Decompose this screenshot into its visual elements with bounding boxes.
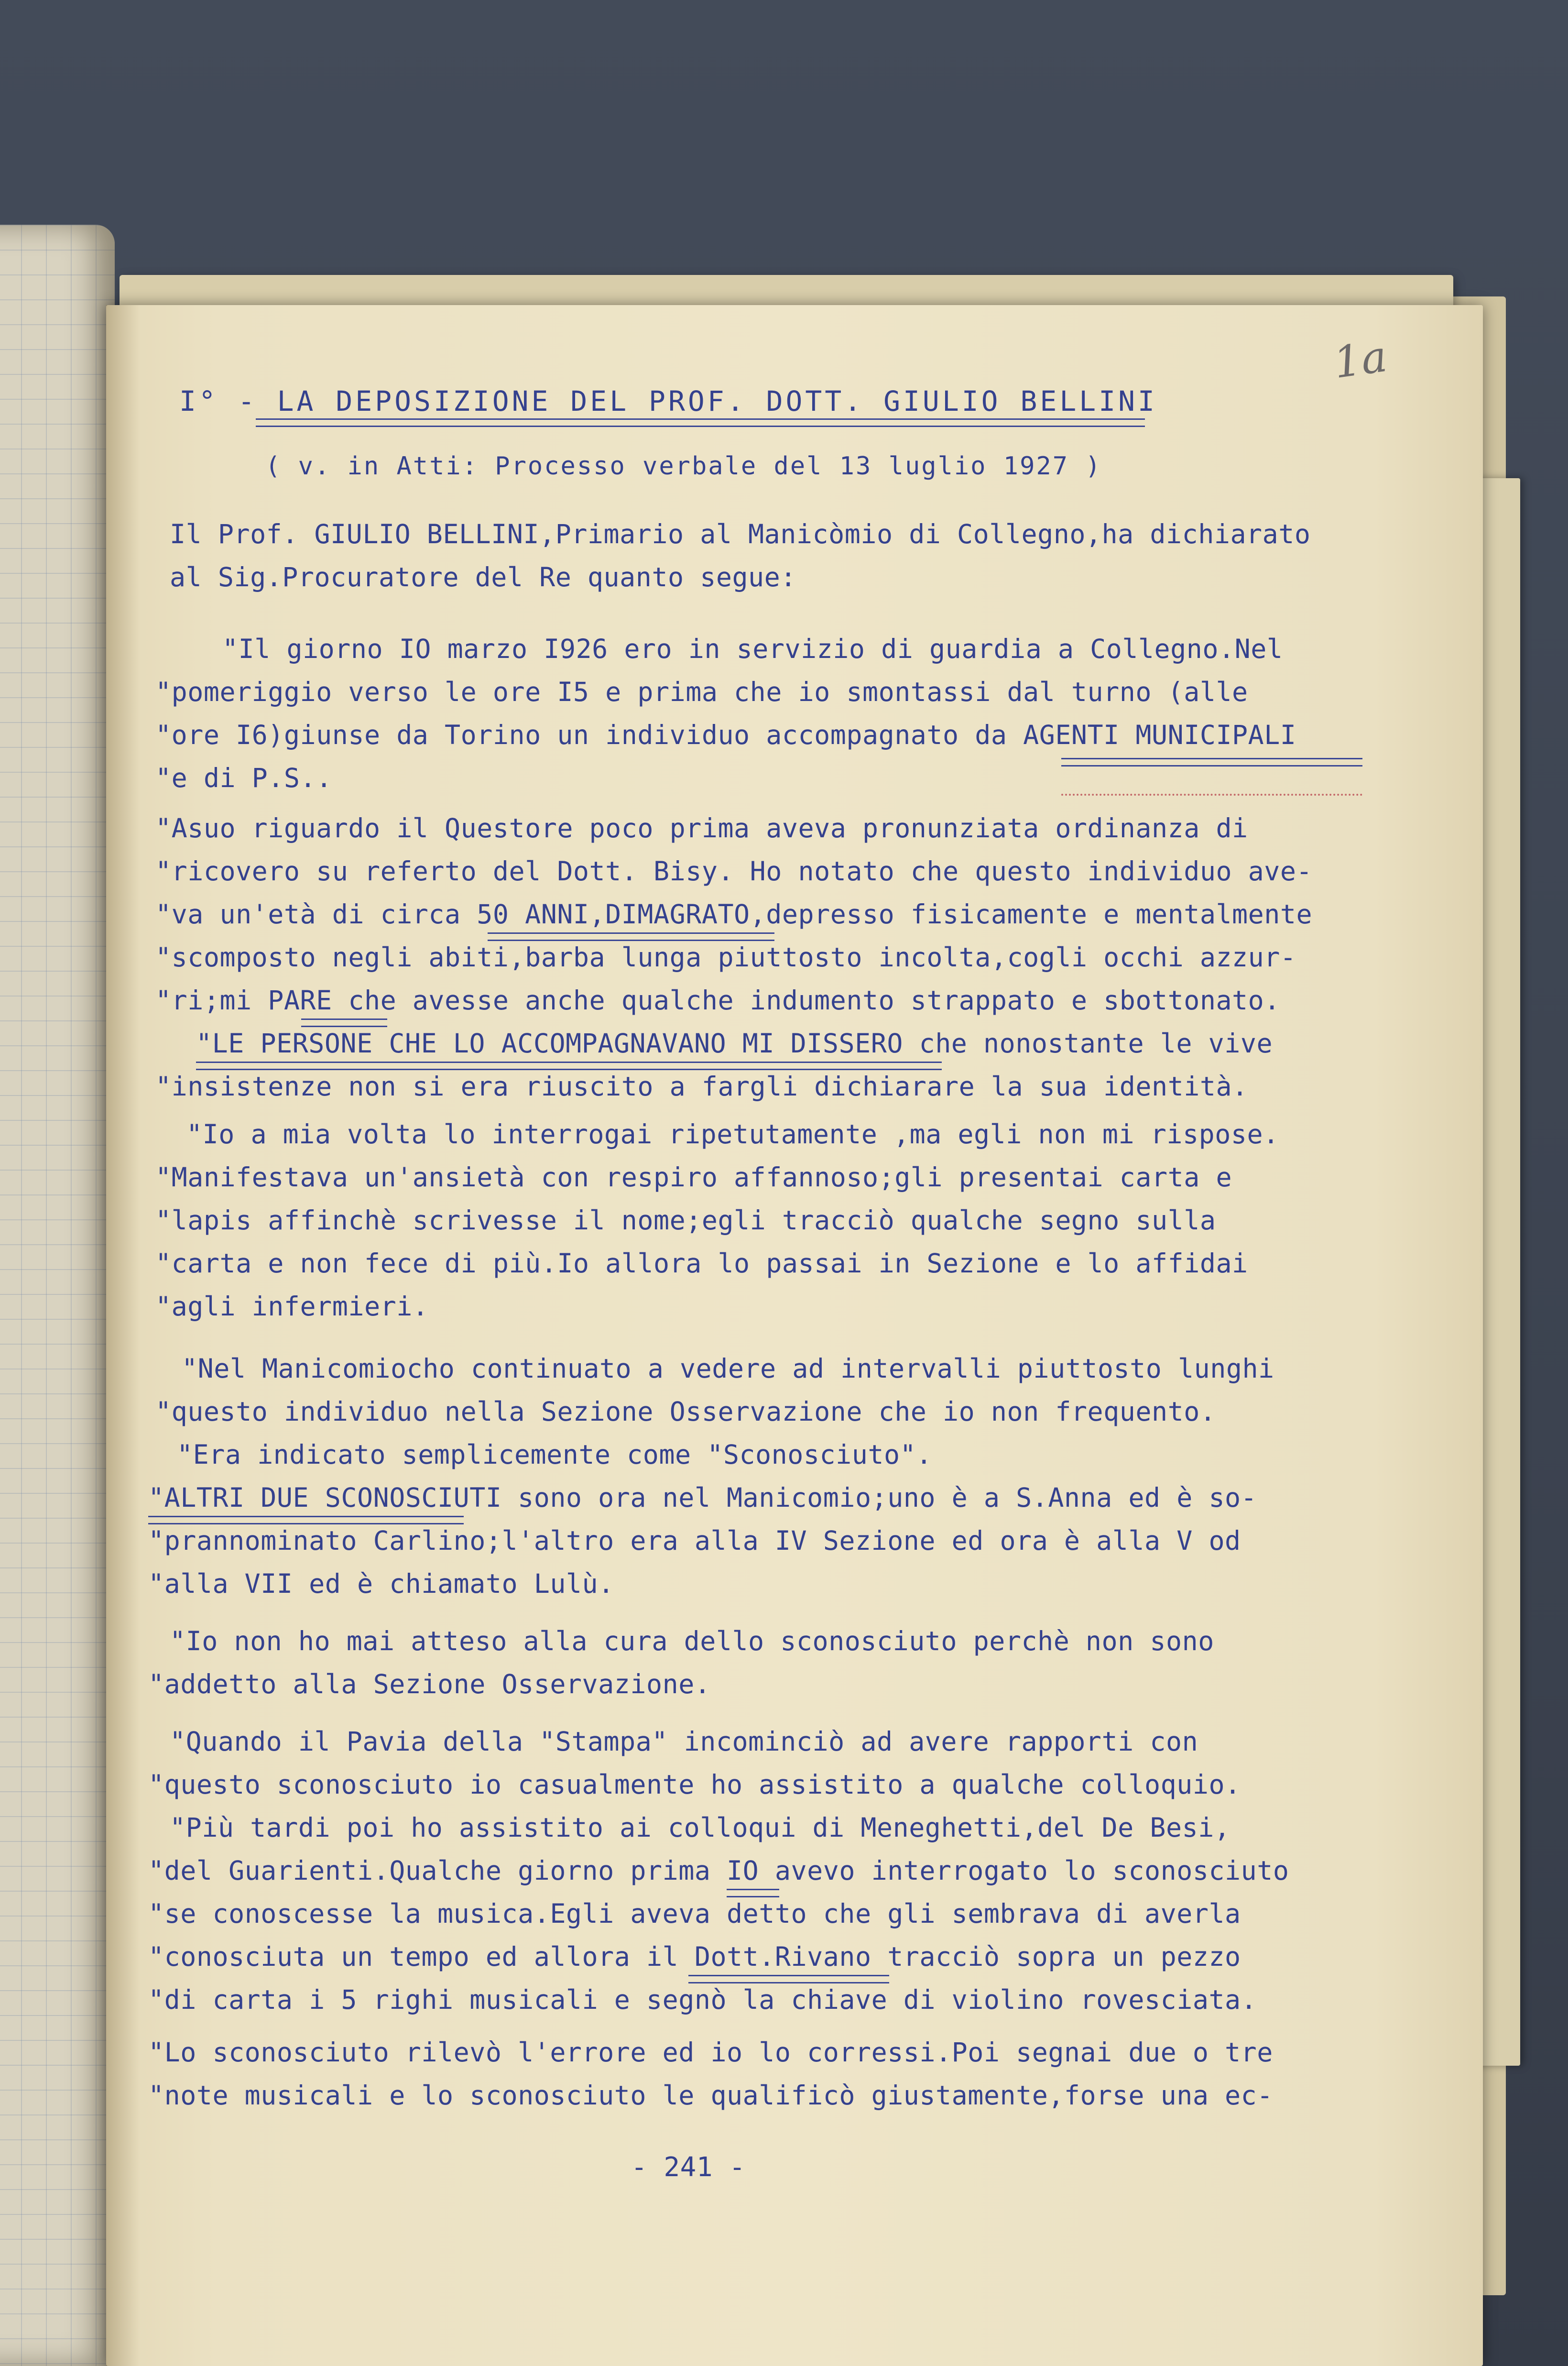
- body-line: "se conoscesse la musica.Egli aveva detto che gli sembrava di averla: [148, 1898, 1241, 1929]
- text-underline: [688, 1975, 889, 1983]
- body-line: "Nel Manicomiocho continuato a vedere ad intervalli piuttosto lunghi: [182, 1353, 1274, 1384]
- body-line: "e di P.S..: [155, 763, 332, 793]
- body-line: "addetto alla Sezione Osservazione.: [148, 1669, 711, 1699]
- body-line: "scomposto negli abiti,barba lunga piuttosto incolta,cogli occhi azzur-: [155, 942, 1296, 973]
- body-line: "Il giorno IO marzo I926 ero in servizio di guardia a Collegno.Nel: [222, 634, 1283, 664]
- text-underline: [196, 1062, 942, 1070]
- body-line: "Io non ho mai atteso alla cura dello sconosciuto perchè non sono: [170, 1626, 1214, 1656]
- body-line: "note musicali e lo sconosciuto le qualificò giustamente,forse una ec-: [148, 2080, 1273, 2111]
- text-underline: [1061, 758, 1362, 767]
- body-line: "ore I6)giunse da Torino un individuo accompagnato da AGENTI MUNICIPALI: [155, 720, 1296, 750]
- margin-note: 1a: [1330, 331, 1390, 389]
- body-line: "Io a mia volta lo interrogai ripetutamente ,ma egli non mi rispose.: [186, 1119, 1279, 1150]
- body-line: "LE PERSONE CHE LO ACCOMPAGNAVANO MI DISSERO che nonostante le vive: [196, 1028, 1273, 1059]
- body-line: "ALTRI DUE SCONOSCIUTI sono ora nel Manicomio;uno è a S.Anna ed è so-: [148, 1482, 1257, 1513]
- page-number: - 241 -: [631, 2152, 746, 2183]
- text-underline: [301, 1019, 387, 1027]
- text-underline: [488, 932, 774, 941]
- body-line: "Quando il Pavia della "Stampa" incominciò ad avere rapporti con: [170, 1726, 1198, 1757]
- body-line: "lapis affinchè scrivesse il nome;egli tracciò qualche segno sulla: [155, 1205, 1216, 1236]
- body-line: "ri;mi PARE che avesse anche qualche indumento strappato e sbottonato.: [155, 985, 1280, 1016]
- body-line: "carta e non fece di più.Io allora lo passai in Sezione e lo affidai: [155, 1248, 1248, 1279]
- title-underline: [256, 418, 1145, 427]
- body-line: "questo individuo nella Sezione Osservazione che io non frequento.: [155, 1396, 1216, 1427]
- body-line: "di carta i 5 righi musicali e segnò la chiave di violino rovesciata.: [148, 1984, 1257, 2015]
- body-line: al Sig.Procuratore del Re quanto segue:: [170, 562, 796, 592]
- body-line: "Asuo riguardo il Questore poco prima aveva pronunziata ordinanza di: [155, 813, 1248, 843]
- body-line: "va un'età di circa 50 ANNI,DIMAGRATO,depresso fisicamente e mentalmente: [155, 899, 1313, 930]
- body-line: "del Guarienti.Qualche giorno prima IO avevo interrogato lo sconosciuto: [148, 1855, 1289, 1886]
- left-facing-page: [0, 225, 115, 2366]
- text-underline: [148, 1516, 464, 1524]
- body-line: "pomeriggio verso le ore I5 e prima che io smontassi dal turno (alle: [155, 677, 1248, 707]
- document-title: I° - LA DEPOSIZIONE DEL PROF. DOTT. GIULIO BELLINI: [179, 385, 1157, 417]
- body-line: Il Prof. GIULIO BELLINI,Primario al Manicòmio di Collegno,ha dichiarato: [170, 519, 1311, 549]
- body-line: "alla VII ed è chiamato Lulù.: [148, 1568, 614, 1599]
- text-underline: [727, 1889, 779, 1897]
- body-line: "ricovero su referto del Dott. Bisy. Ho notato che questo individuo ave-: [155, 856, 1313, 887]
- document-subtitle: ( v. in Atti: Processo verbale del 13 luglio 1927 ): [265, 452, 1102, 481]
- body-line: "Lo sconosciuto rilevò l'errore ed io lo corressi.Poi segnai due o tre: [148, 2037, 1273, 2068]
- body-line: "Più tardi poi ho assistito ai colloqui di Meneghetti,del De Besi,: [170, 1812, 1230, 1843]
- red-dotted-mark: [1061, 794, 1362, 796]
- body-line: "Manifestava un'ansietà con respiro affannoso;gli presentai carta e: [155, 1162, 1232, 1193]
- body-line: "prannominato Carlino;l'altro era alla IV Sezione ed ora è alla V od: [148, 1525, 1241, 1556]
- body-line: "agli infermieri.: [155, 1291, 429, 1322]
- body-line: "conosciuta un tempo ed allora il Dott.Rivano tracciò sopra un pezzo: [148, 1941, 1241, 1972]
- body-line: "questo sconosciuto io casualmente ho assistito a qualche colloquio.: [148, 1769, 1241, 1800]
- body-line: "insistenze non si era riuscito a fargli dichiarare la sua identità.: [155, 1071, 1248, 1102]
- body-line: "Era indicato semplicemente come "Sconosciuto".: [177, 1439, 932, 1470]
